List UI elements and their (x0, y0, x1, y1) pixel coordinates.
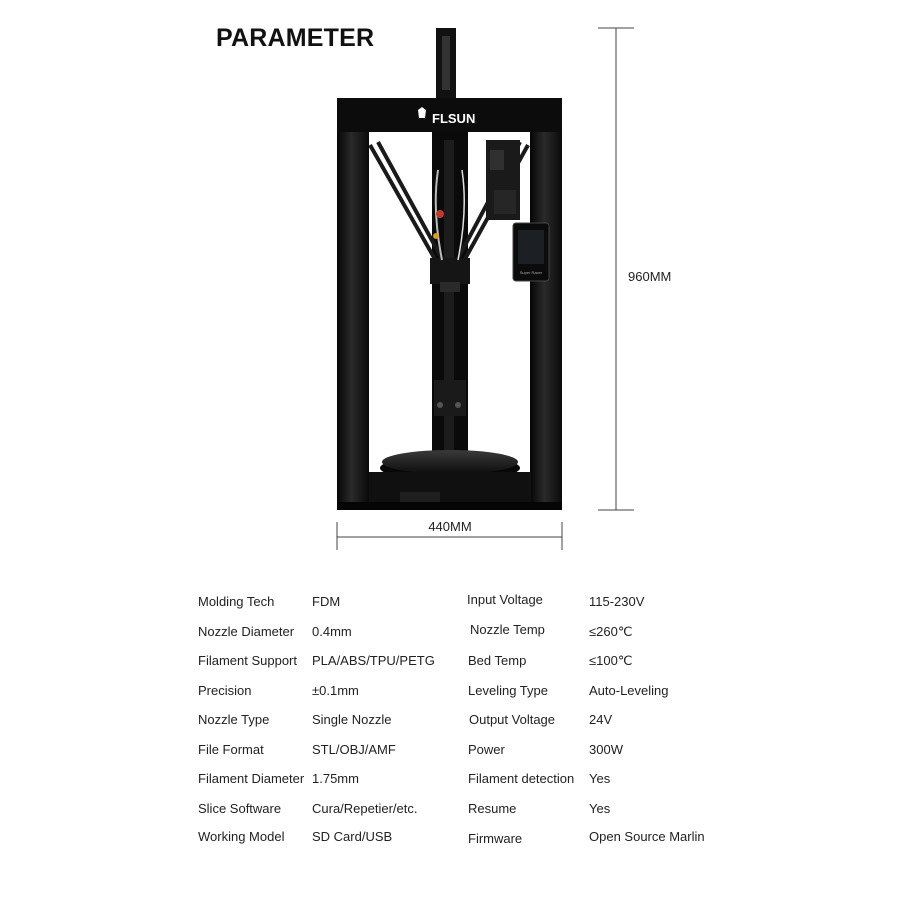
spec-label: Bed Temp (468, 653, 527, 668)
spec-row (0, 683, 900, 705)
spec-value: Single Nozzle (312, 712, 392, 727)
spec-value: FDM (312, 594, 341, 609)
spec-value: Yes (589, 771, 611, 786)
spec-row (0, 742, 900, 764)
spec-row (0, 801, 900, 823)
spec-row (0, 653, 900, 675)
height-label: 960MM (628, 269, 672, 284)
page-title: PARAMETER (216, 24, 375, 52)
spec-label: Nozzle Temp (470, 622, 545, 637)
spec-value: Yes (589, 801, 611, 816)
spec-label: Nozzle Type (198, 712, 270, 727)
spec-label: Input Voltage (467, 592, 543, 607)
spec-label: Filament Support (198, 653, 297, 668)
spec-label: Leveling Type (468, 683, 548, 698)
brand-text: FLSUN (432, 111, 476, 126)
spec-label: Filament Diameter (198, 771, 305, 786)
spec-value: ≤260℃ (589, 624, 633, 639)
spec-label: Slice Software (198, 801, 282, 816)
spec-label: Molding Tech (198, 594, 275, 609)
spec-value: SD Card/USB (312, 829, 393, 844)
spec-row (0, 594, 900, 616)
spec-label: Resume (468, 801, 517, 816)
touch-screen (513, 223, 549, 281)
spec-label: File Format (198, 742, 264, 757)
spec-value: STL/OBJ/AMF (312, 742, 396, 757)
spec-label: Precision (198, 683, 252, 698)
spec-row (0, 624, 900, 646)
spec-label: Nozzle Diameter (198, 624, 295, 639)
spec-value: Cura/Repetier/etc. (312, 801, 418, 816)
spec-label: Filament detection (468, 771, 575, 786)
right-pillar (530, 98, 562, 508)
spec-label: Power (468, 742, 505, 757)
spec-value: 24V (589, 712, 613, 727)
spool-holder (436, 28, 456, 98)
mainboard-area (486, 140, 520, 220)
spec-row (0, 771, 900, 793)
spec-value: ≤100℃ (589, 653, 633, 668)
spec-value: ±0.1mm (312, 683, 359, 698)
spec-value: 0.4mm (312, 624, 352, 639)
spec-row (0, 829, 900, 851)
spec-label: Working Model (198, 829, 285, 844)
spec-value: PLA/ABS/TPU/PETG (312, 653, 435, 668)
spec-label: Output Voltage (469, 712, 556, 727)
spec-value: Open Source Marlin (589, 829, 705, 844)
screen-label: Super Racer (519, 270, 543, 275)
spec-value: 300W (589, 742, 623, 757)
spec-value: Auto-Leveling (589, 683, 669, 698)
left-pillar (337, 98, 369, 508)
spec-row (0, 712, 900, 734)
spec-value: 1.75mm (312, 771, 359, 786)
spec-table (0, 588, 900, 858)
spec-value: 115-230V (589, 594, 645, 609)
spec-label: Firmware (468, 831, 523, 846)
width-label: 440MM (428, 519, 472, 534)
